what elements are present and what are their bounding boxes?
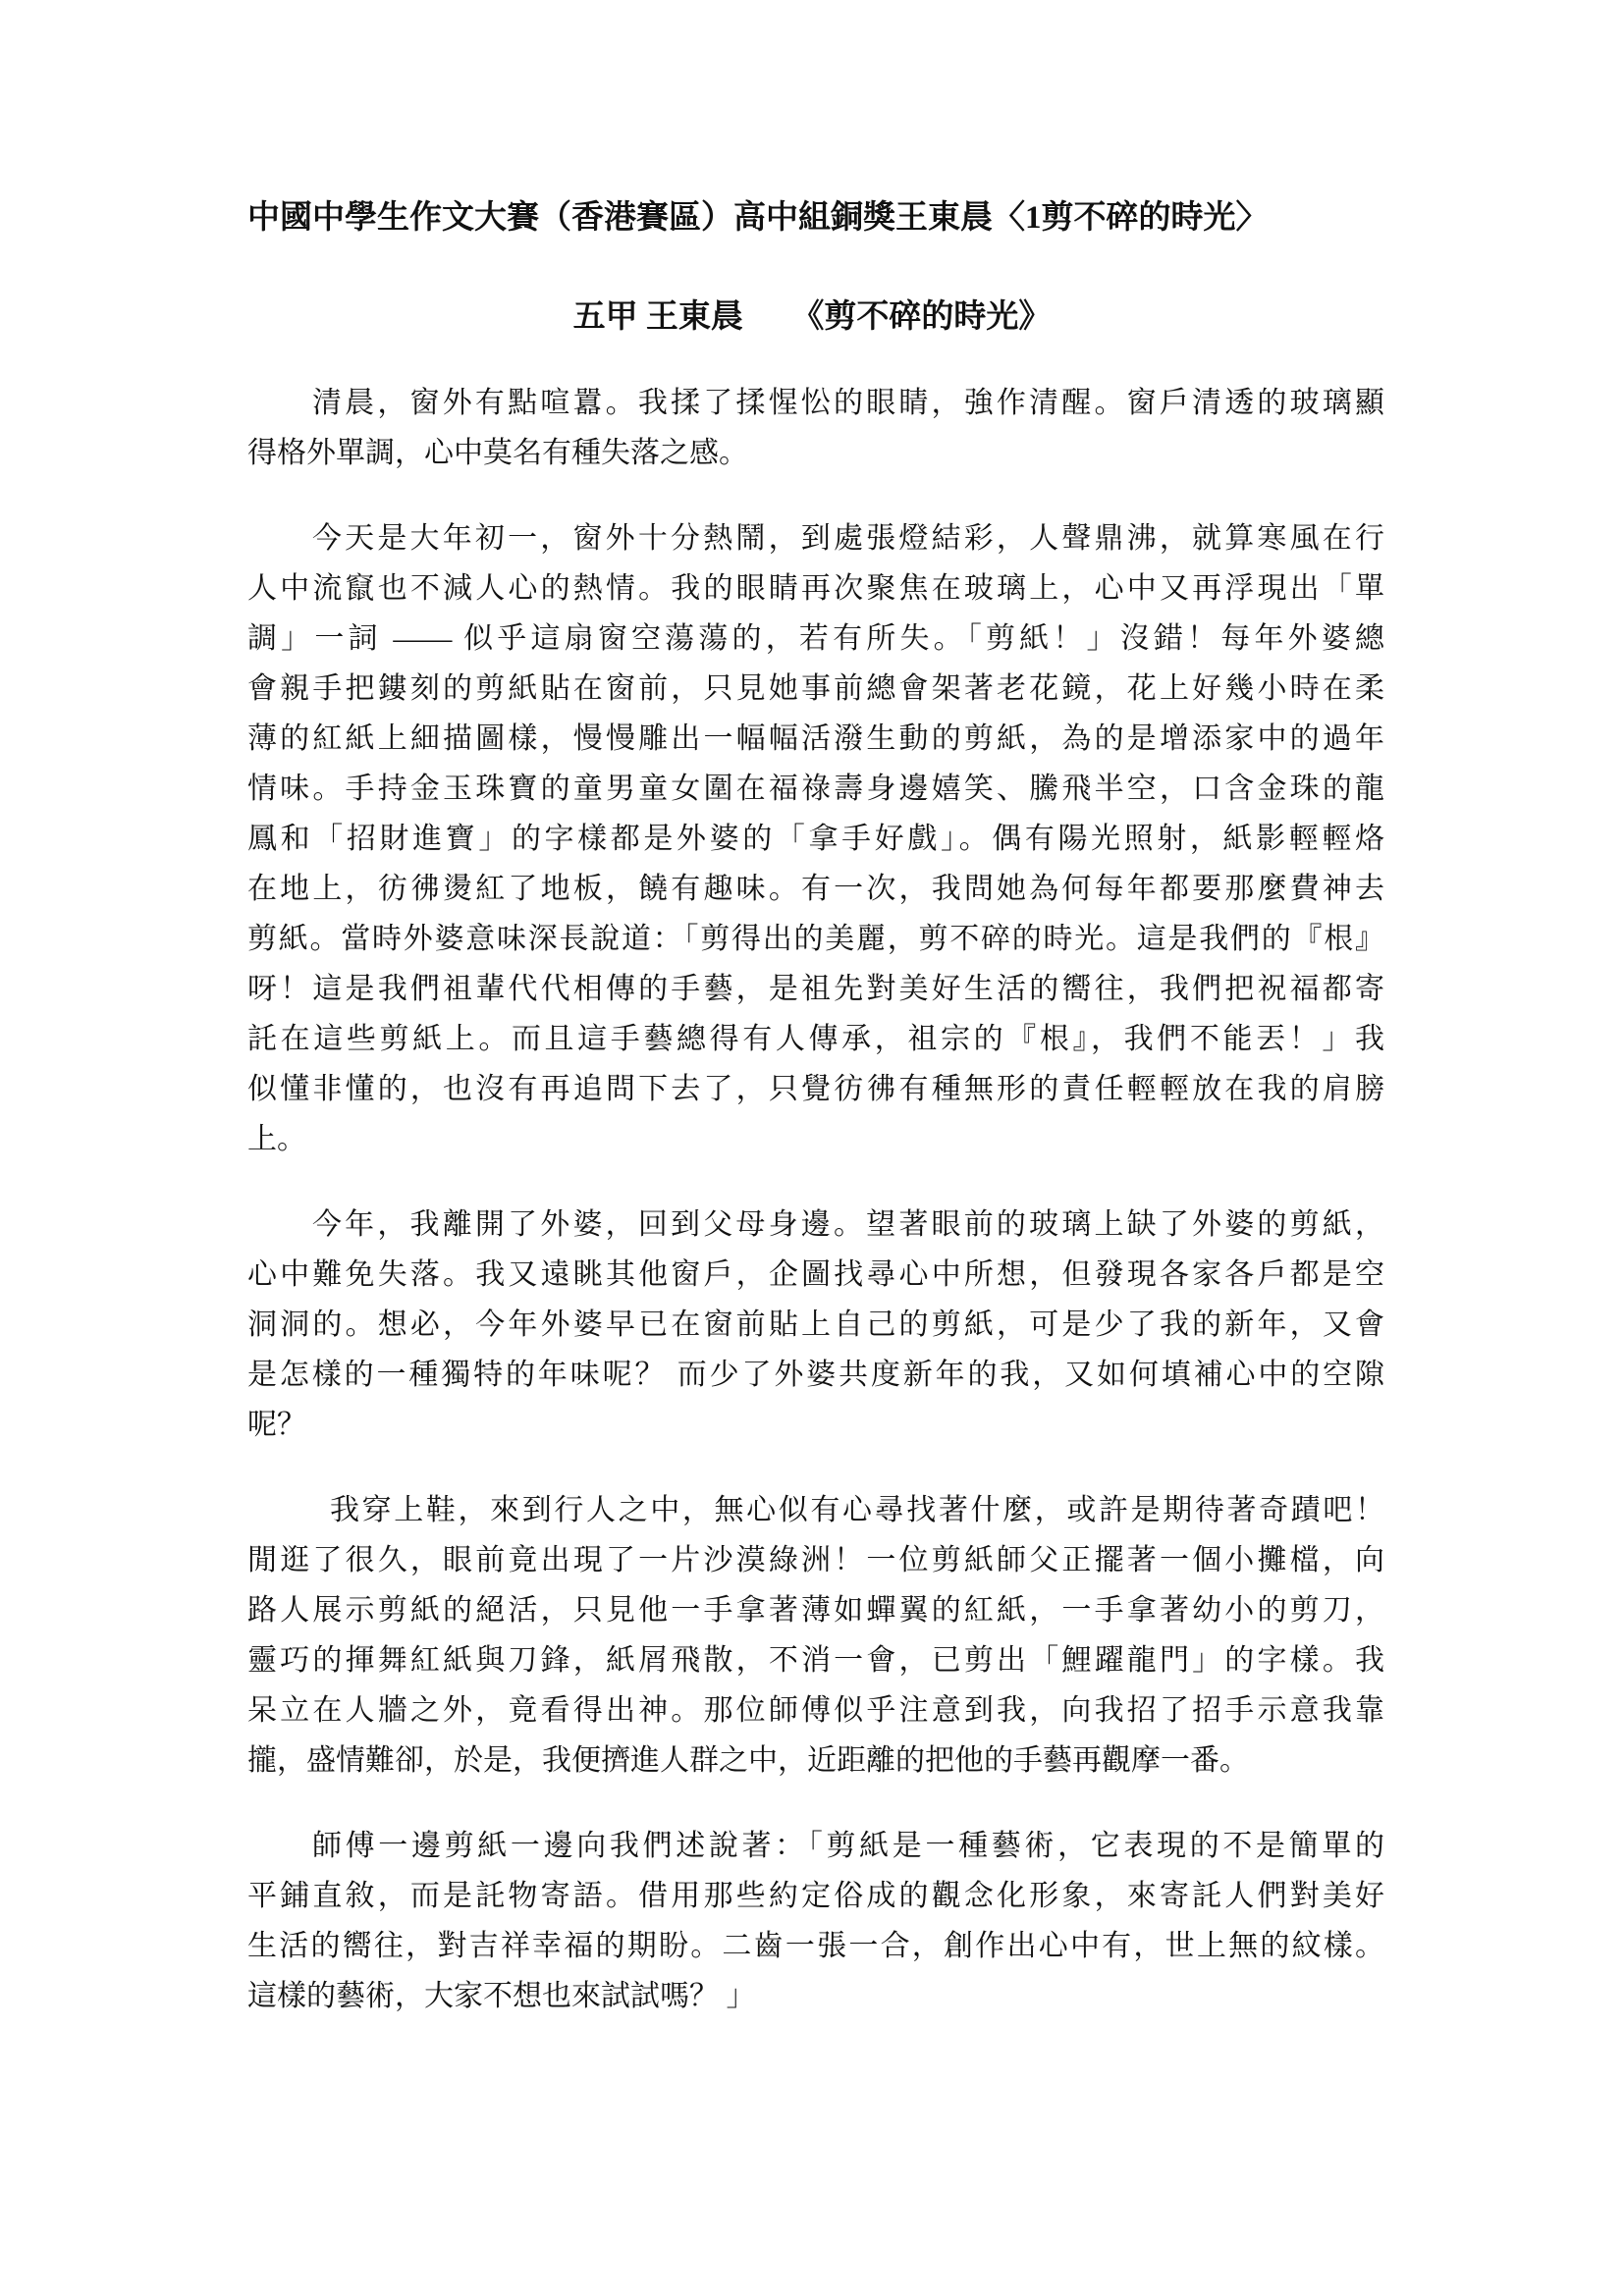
paragraph-line: 在地上，彷彿燙紅了地板，饒有趣味。有一次，我問她為何每年都要那麼費神去	[247, 873, 1384, 905]
paragraph-line: 是怎樣的一種獨特的年味呢？ 而少了外婆共度新年的我，又如何填補心中的空隙	[247, 1359, 1384, 1391]
paragraph-line: 平鋪直敘，而是託物寄語。借用那些約定俗成的觀念化形象，來寄託人們對美好	[247, 1880, 1384, 1912]
document-title: 中國中學生作文大賽（香港賽區）高中組銅獎王東晨〈1剪不碎的時光〉	[247, 200, 1269, 236]
paragraph-line: 人中流竄也不減人心的熱情。我的眼睛再次聚焦在玻璃上，心中又再浮現出「單	[247, 572, 1384, 605]
paragraph-line: 閒逛了很久，眼前竟出現了一片沙漠綠洲！一位剪紙師父正擺著一個小攤檔，向	[247, 1544, 1384, 1576]
paragraph-line: 呆立在人牆之外，竟看得出神。那位師傅似乎注意到我，向我招了招手示意我靠	[247, 1694, 1384, 1727]
paragraph-line: 我穿上鞋，來到行人之中，無心似有心尋找著什麼，或許是期待著奇蹟吧！	[330, 1494, 1384, 1526]
paragraph-line: 洞洞的。想必，今年外婆早已在窗前貼上自己的剪紙，可是少了我的新年，又會	[247, 1308, 1384, 1341]
paragraph-line: 呀！這是我們祖輩代代相傳的手藝，是祖先對美好生活的嚮往，我們把祝福都寄	[247, 973, 1384, 1005]
paragraph-line: 清晨，窗外有點喧囂。我揉了揉惺忪的眼睛，強作清醒。窗戶清透的玻璃顯	[312, 387, 1384, 419]
paragraph-line: 生活的嚮往，對吉祥幸福的期盼。二齒一張一合，創作出心中有，世上無的紋樣。	[247, 1930, 1384, 1962]
paragraph-line: 剪紙。當時外婆意味深長說道：「剪得出的美麗，剪不碎的時光。這是我們的『根』	[247, 923, 1384, 955]
paragraph-line: 今年，我離開了外婆，回到父母身邊。望著眼前的玻璃上缺了外婆的剪紙，	[312, 1208, 1384, 1241]
paragraph-line: 攏，盛情難卻，於是，我便擠進人群之中，近距離的把他的手藝再觀摩一番。	[247, 1744, 1249, 1777]
essay-body	[247, 378, 1384, 2056]
paragraph-line: 情味。手持金玉珠寶的童男童女圍在福祿壽身邊嬉笑、騰飛半空，口含金珠的龍	[247, 773, 1384, 805]
paragraph-line: 上。	[247, 1123, 306, 1155]
paragraph-line: 這樣的藝術，大家不想也來試試嗎？ 」	[247, 1980, 756, 2012]
paragraph-line: 會親手把鏤刻的剪紙貼在窗前，只見她事前總會架著老花鏡，花上好幾小時在柔	[247, 672, 1384, 705]
paragraph-line: 師傅一邊剪紙一邊向我們述說著：「剪紙是一種藝術，它表現的不是簡單的	[312, 1830, 1384, 1862]
paragraph-2	[247, 513, 1384, 1164]
paragraph-line: 心中難免失落。我又遠眺其他窗戶，企圖找尋心中所想，但發現各家各戶都是空	[247, 1258, 1384, 1291]
paragraph-3	[247, 1200, 1384, 1450]
paragraph-line: 靈巧的揮舞紅紙與刀鋒，紙屑飛散，不消一會，已剪出「鯉躍龍門」的字樣。我	[247, 1644, 1384, 1677]
paragraph-line: 得格外單調，心中莫名有種失落之感。	[247, 437, 748, 469]
paragraph-1	[247, 378, 1384, 478]
paragraph-line: 鳳和「招財進寶」的字樣都是外婆的「拿手好戲」。偶有陽光照射，紙影輕輕烙	[247, 823, 1384, 855]
paragraph-line: 調」一詞 —— 似乎這扇窗空蕩蕩的，若有所失。「剪紙！」沒錯！每年外婆總	[247, 622, 1384, 655]
paragraph-line: 託在這些剪紙上。而且這手藝總得有人傳承，祖宗的『根』，我們不能丟！」我	[247, 1023, 1384, 1055]
paragraph-4	[247, 1485, 1384, 1786]
paragraph-line: 薄的紅紙上細描圖樣，慢慢雕出一幅幅活潑生動的剪紙，為的是增添家中的過年	[247, 722, 1384, 755]
paragraph-line: 路人展示剪紙的絕活，只見他一手拿著薄如蟬翼的紅紙，一手拿著幼小的剪刀，	[247, 1594, 1384, 1627]
document-subtitle: 五甲 王東晨 《剪不碎的時光》	[572, 299, 1052, 335]
paragraph-line: 呢？	[247, 1409, 306, 1441]
paragraph-line: 今天是大年初一，窗外十分熱鬧，到處張燈結彩，人聲鼎沸，就算寒風在行	[312, 522, 1384, 555]
paragraph-line: 似懂非懂的，也沒有再追問下去了，只覺彷彿有種無形的責任輕輕放在我的肩膀	[247, 1073, 1384, 1105]
paragraph-5	[247, 1821, 1384, 2021]
